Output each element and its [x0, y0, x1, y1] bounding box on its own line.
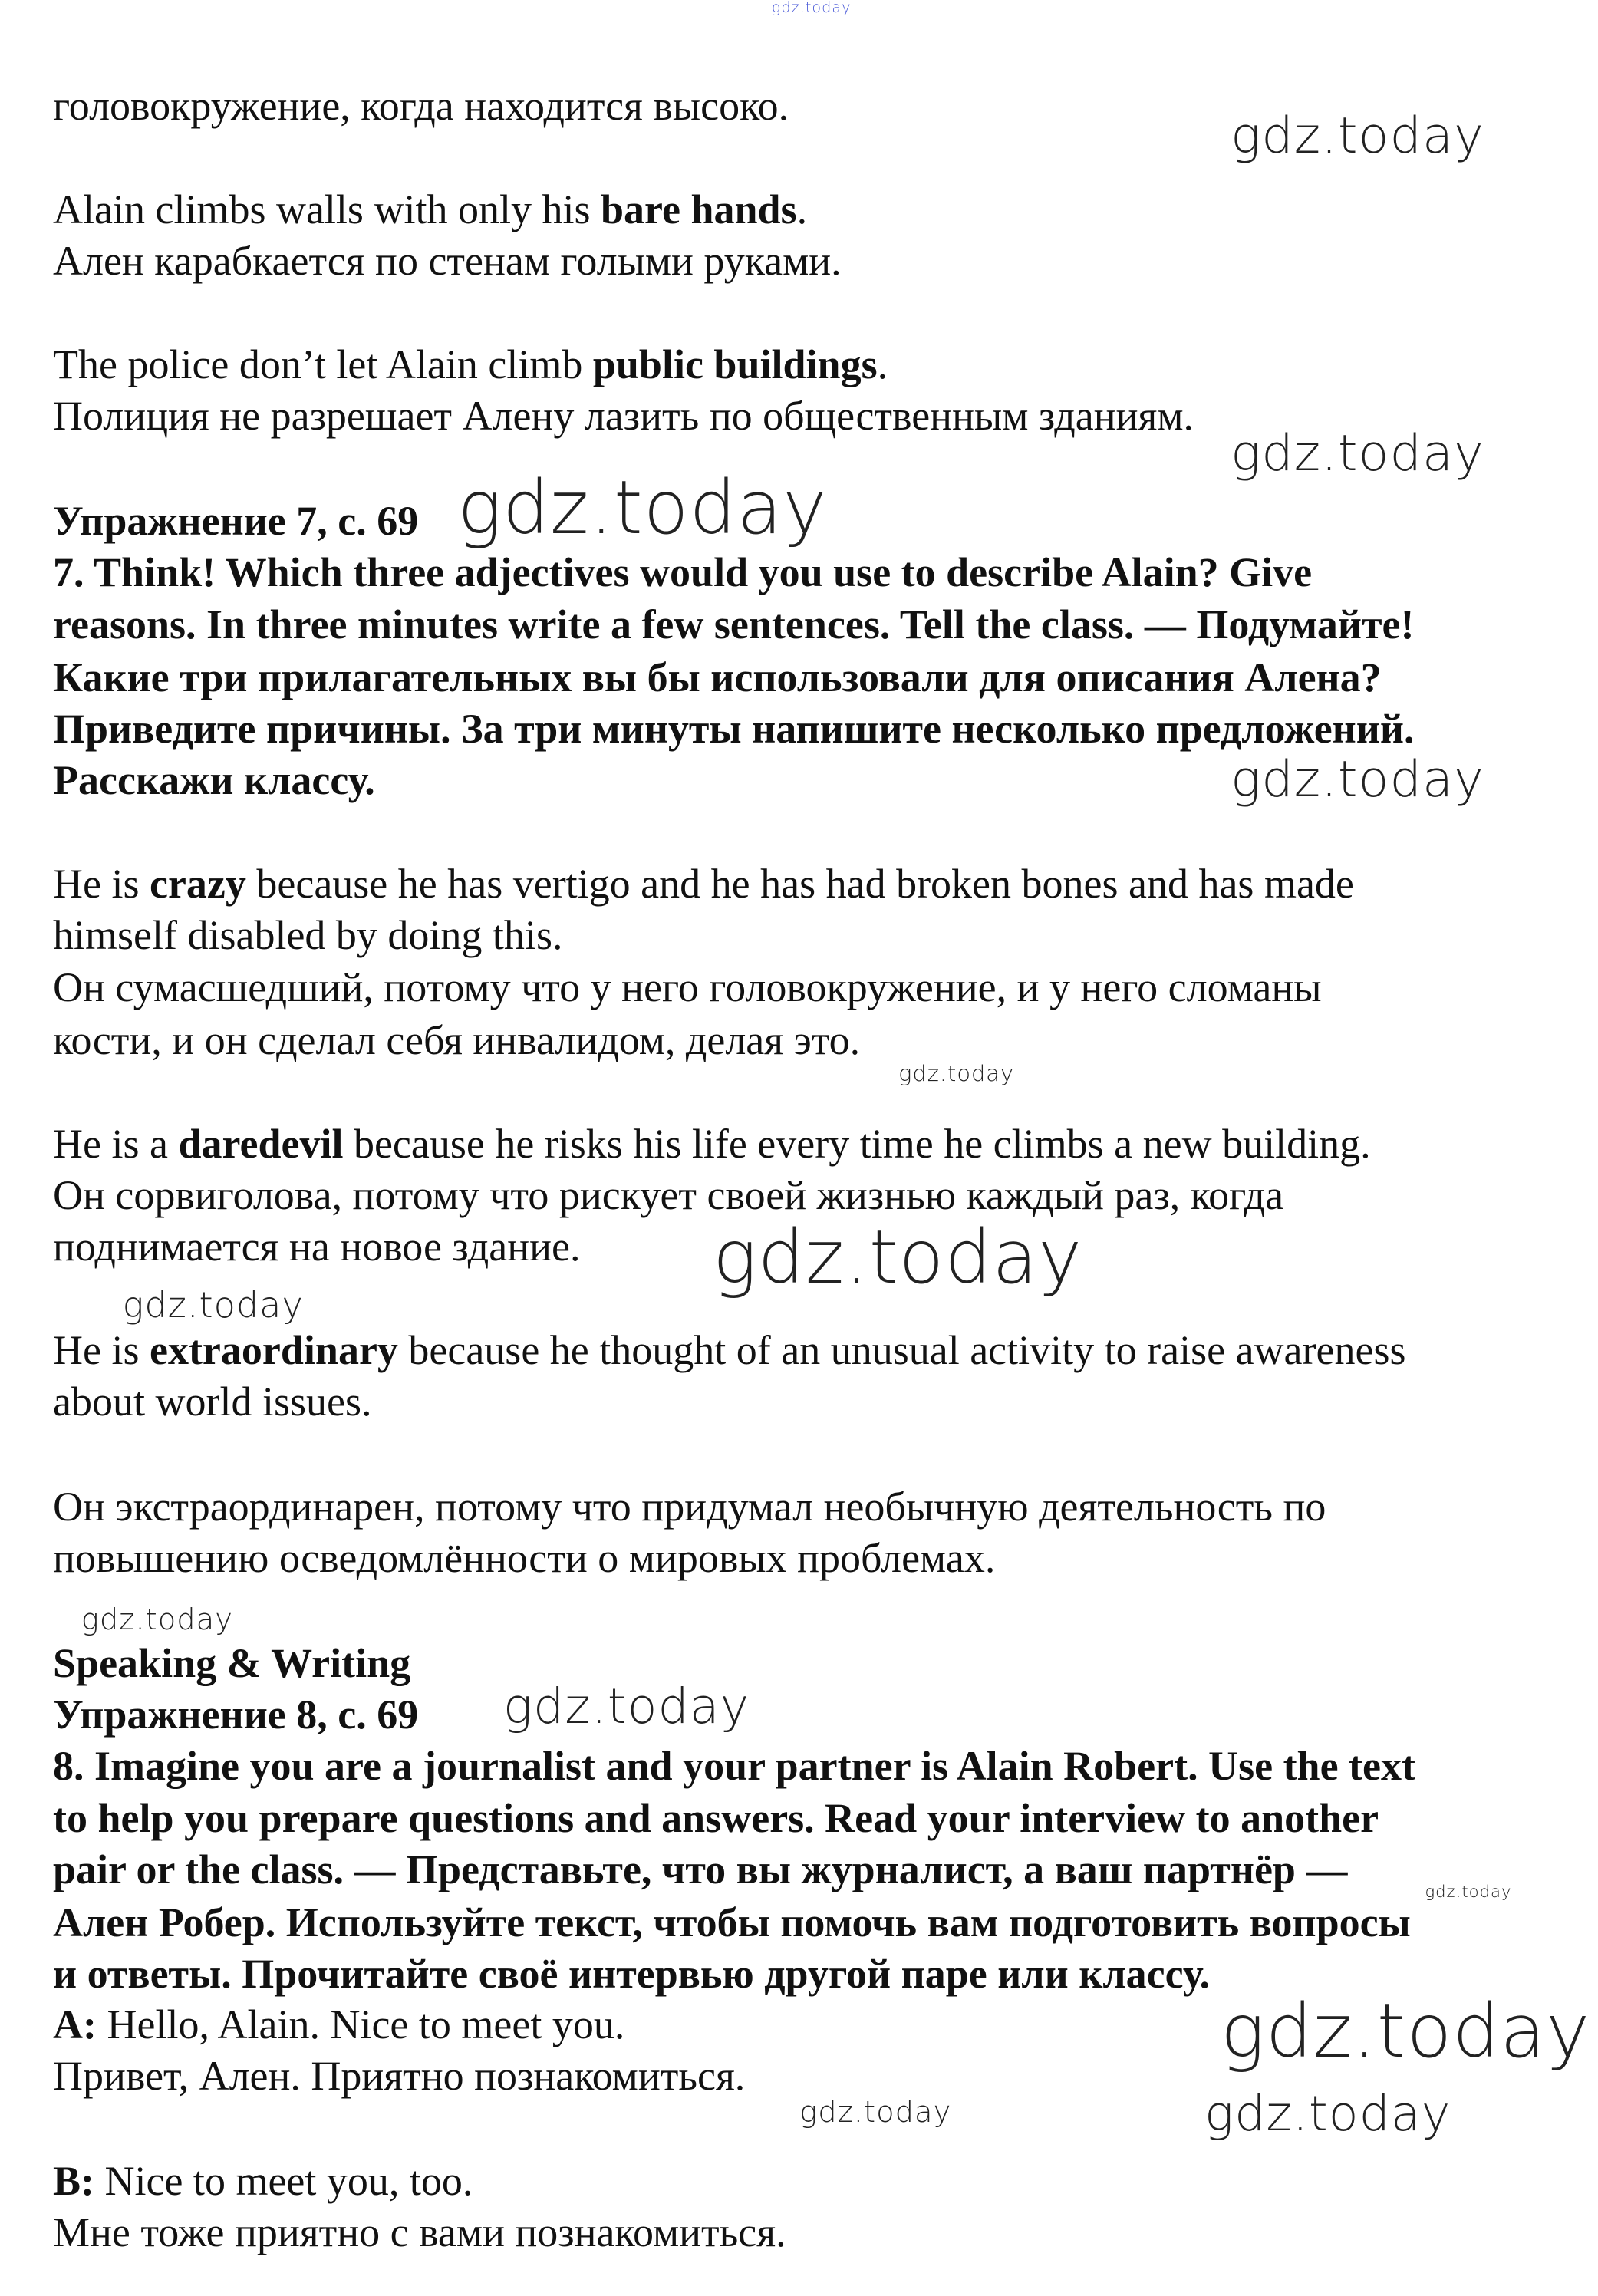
- text-line: [53, 1742, 1415, 1790]
- text-segment: .: [796, 186, 808, 233]
- bold-text: A:: [53, 2001, 97, 2047]
- bold-text: Упражнение 8, с. 69: [53, 1691, 419, 1738]
- text-segment: .: [877, 341, 888, 388]
- text-segment: Мне тоже приятно с вами познакомиться.: [53, 2209, 786, 2256]
- text-segment: He is: [53, 1326, 150, 1373]
- text-line: [53, 1846, 1347, 1893]
- watermark: gdz.today: [1425, 1881, 1512, 1901]
- text-line: [53, 860, 1354, 908]
- bold-text: extraordinary: [149, 1326, 398, 1373]
- watermark: gdz.today: [799, 2095, 952, 2130]
- text-line: [53, 2209, 786, 2256]
- bold-text: Приведите причины. За три минуты напишите несколько предложений.: [53, 706, 1415, 753]
- text-line: [53, 1171, 1283, 1219]
- text-segment: Ален карабкается по стенам голыми руками.: [53, 238, 842, 285]
- text-line: [53, 654, 1382, 701]
- text-line: [53, 392, 1194, 440]
- text-segment: The police don’t let Alain climb: [53, 341, 593, 388]
- text-segment: because he risks his life every time he climbs a new building.: [343, 1120, 1371, 1167]
- text-segment: Он экстраординарен, потому что придумал необычную деятельность по: [53, 1483, 1326, 1530]
- watermark: gdz.today: [771, 0, 852, 16]
- text-segment: Он сумасшедший, потому что у него головокружение, и у него сломаны: [53, 964, 1322, 1010]
- watermark: gdz.today: [502, 1678, 750, 1735]
- text-segment: He is a: [53, 1120, 179, 1167]
- text-segment: Hello, Alain. Nice to meet you.: [96, 2001, 625, 2047]
- watermark: gdz.today: [1231, 750, 1484, 809]
- text-line: [53, 341, 888, 388]
- text-line: [53, 237, 842, 285]
- bold-text: Упражнение 7, с. 69: [53, 497, 419, 544]
- text-line: [53, 1534, 995, 1582]
- text-line: [53, 964, 1322, 1011]
- text-line: [53, 2001, 624, 2048]
- text-segment: Он сорвиголова, потому что рискует своей жизнью каждый раз, когда: [53, 1171, 1284, 1218]
- bold-text: bare hands: [600, 186, 797, 233]
- bold-text: Ален Робер. Используйте текст, чтобы помочь вам подготовить вопросы: [53, 1899, 1411, 1946]
- text-line: [53, 2052, 745, 2100]
- text-line: [53, 1016, 860, 1064]
- text-segment: Nice to meet you, too.: [94, 2157, 473, 2204]
- text-line: [53, 1326, 1405, 1374]
- bold-text: to help you prepare questions and answers. Read your interview to another: [53, 1794, 1379, 1841]
- text-line: [53, 1120, 1371, 1168]
- text-segment: himself disabled by doing this.: [53, 912, 563, 959]
- bold-text: Speaking & Writing: [53, 1639, 411, 1686]
- text-line: [53, 1691, 418, 1738]
- text-segment: because he has vertigo and he has had broken bones and has made: [245, 861, 1354, 908]
- text-line: [53, 705, 1415, 753]
- text-segment: головокружение, когда находится высоко.: [53, 83, 789, 130]
- text-segment: Alain climbs walls with only his: [53, 186, 601, 233]
- watermark: gdz.today: [457, 464, 828, 551]
- watermark: gdz.today: [1231, 107, 1484, 166]
- bold-text: public buildings: [592, 341, 878, 388]
- text-line: [53, 1378, 371, 1425]
- text-segment: Привет, Ален. Приятно познакомиться.: [53, 2053, 746, 2100]
- text-line: [53, 601, 1414, 648]
- watermark: gdz.today: [122, 1284, 304, 1326]
- text-line: [53, 1223, 581, 1270]
- watermark: gdz.today: [1231, 423, 1484, 483]
- watermark: gdz.today: [1204, 2084, 1451, 2142]
- text-line: [53, 911, 562, 959]
- watermark: gdz.today: [1221, 1988, 1591, 2075]
- text-segment: about world issues.: [53, 1379, 372, 1425]
- bold-text: и ответы. Прочитайте своё интервью другой паре или классу.: [53, 1951, 1210, 1998]
- text-line: [53, 82, 789, 130]
- text-line: [53, 1794, 1379, 1842]
- text-line: [53, 1899, 1411, 1946]
- bold-text: 8. Imagine you are a journalist and your partner is Alain Robert. Use the text: [53, 1743, 1415, 1790]
- bold-text: Какие три прилагательных вы бы использовали для описания Алена?: [53, 654, 1382, 700]
- watermark: gdz.today: [898, 1059, 1015, 1086]
- text-line: [53, 756, 375, 804]
- text-segment: повышению осведомлённости о мировых проблемах.: [53, 1535, 996, 1582]
- watermark: gdz.today: [81, 1602, 234, 1637]
- text-segment: поднимается на новое здание.: [53, 1224, 581, 1270]
- text-line: [53, 186, 807, 233]
- text-segment: He is: [53, 861, 150, 908]
- bold-text: pair or the class. — Представьте, что вы журналист, а ваш партнёр —: [53, 1846, 1348, 1892]
- bold-text: B:: [53, 2157, 94, 2204]
- text-line: [53, 1483, 1326, 1530]
- bold-text: 7. Think! Which three adjectives would you use to describe Alain? Give: [53, 549, 1313, 596]
- watermark: gdz.today: [712, 1214, 1083, 1301]
- text-segment: because he thought of an unusual activity to raise awareness: [397, 1326, 1406, 1373]
- bold-text: crazy: [149, 861, 246, 908]
- text-line: [53, 2157, 473, 2205]
- text-line: [53, 497, 418, 545]
- text-line: [53, 1950, 1210, 1998]
- bold-text: reasons. In three minutes write a few sentences. Tell the class. — Подумайте!: [53, 601, 1415, 647]
- bold-text: Расскажи классу.: [53, 757, 375, 804]
- text-line: [53, 548, 1312, 596]
- text-line: [53, 1639, 410, 1687]
- text-segment: Полиция не разрешает Алену лазить по общественным зданиям.: [53, 393, 1194, 440]
- text-segment: кости, и он сделал себя инвалидом, делая это.: [53, 1016, 861, 1063]
- bold-text: daredevil: [178, 1120, 344, 1167]
